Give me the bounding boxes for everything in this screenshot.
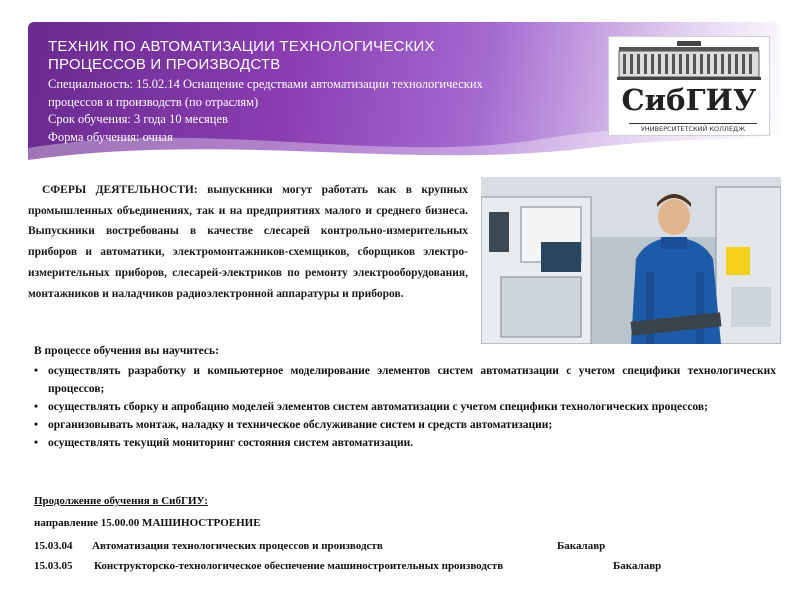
- worker-photo: [481, 177, 781, 344]
- activity-spheres-text: СФЕРЫ ДЕЯТЕЛЬНОСТИ: выпускники могут работать как в крупных промышленных объединениях, так и на предприятиях малого и среднего бизнеса. Выпускники востребованы в качестве слесарей контрольно-измерительных приборов и автоматики, электромонтажников-схемщиков, сборщиков электро-измерительных приборов, слесарей-электриков по ремонту электрооборудования, монтажников и наладчиков радиоэлектронной аппаратуры и приборов.: [28, 184, 468, 300]
- learning-list: [34, 362, 776, 452]
- program-code: 15.03.05: [34, 560, 73, 572]
- logo-subtitle: УНИВЕРСИТЕТСКИЙ КОЛЛЕДЖ: [629, 123, 757, 133]
- program-name: Конструкторско-технологическое обеспечение машиностроительных производств: [94, 560, 504, 572]
- page-title: ТЕХНИК ПО АВТОМАТИЗАЦИИ ТЕХНОЛОГИЧЕСКИХ ПРОЦЕССОВ И ПРОИЗВОДСТВ: [48, 38, 435, 73]
- bullet-icon: •: [34, 401, 39, 413]
- activity-spheres-paragraph: [28, 180, 468, 304]
- list-item: [34, 362, 776, 398]
- list-item-text: осуществлять разработку и компьютерное моделирование элементов систем автоматизации с учетом специфики технологических процессов;: [48, 365, 776, 395]
- university-building-icon: [617, 41, 761, 81]
- list-item: [34, 416, 776, 434]
- list-item-text: организовывать монтаж, наладку и техническое обслуживание систем и средств автоматизации;: [48, 419, 553, 431]
- program-info: [48, 76, 518, 146]
- worker-at-control-panel-icon: [481, 177, 781, 344]
- specialty-text: Специальность: 15.02.14 Оснащение средствами автоматизации технологических процессов и производств (по отраслям): [48, 77, 483, 109]
- direction-text: направление 15.00.00 МАШИНОСТРОЕНИЕ: [34, 517, 261, 529]
- program-code: 15.03.04: [34, 540, 73, 552]
- program-name: Автоматизация технологических процессов и производств: [92, 540, 383, 552]
- list-item-text: осуществлять сборку и апробацию моделей элементов систем автоматизации с учетом специфики технологических процессов;: [48, 401, 708, 413]
- bullet-icon: •: [34, 365, 39, 377]
- list-item: [34, 398, 776, 416]
- list-item-text: осуществлять текущий мониторинг состояния систем автоматизации.: [48, 437, 414, 449]
- sibgiu-logo: [608, 36, 770, 136]
- program-level: Бакалавр: [557, 540, 606, 552]
- list-item: [34, 434, 776, 452]
- program-level: Бакалавр: [613, 560, 662, 572]
- bullet-icon: •: [34, 419, 39, 431]
- continuation-title: Продолжение обучения в СибГИУ:: [34, 495, 208, 507]
- duration-text: Срок обучения: 3 года 10 месяцев: [48, 112, 228, 126]
- logo-name: СибГИУ: [621, 83, 757, 117]
- bullet-icon: •: [34, 437, 39, 449]
- learning-title: В процессе обучения вы научитесь:: [34, 345, 219, 357]
- study-form-text: Форма обучения: очная: [48, 129, 173, 144]
